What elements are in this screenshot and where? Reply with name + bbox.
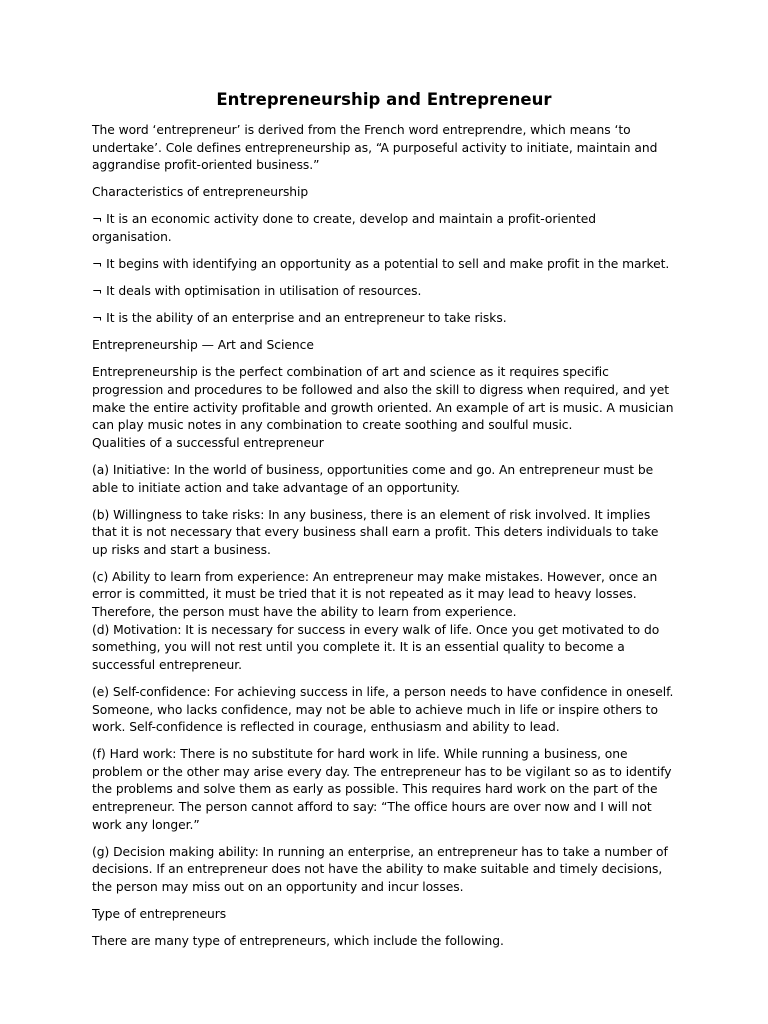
quality-self-confidence: (e) Self-confidence: For achieving success in life, a person needs to have confidence in oneself. Someone, who lacks confidence, may not be able to achieve much in life or inspire others to work. Self-confidence is reflected in courage, enthusiasm and ability to lead.	[92, 684, 674, 735]
document-title: Entrepreneurship and Entrepreneur	[216, 90, 552, 109]
bullet-optimisation: ¬ It deals with optimisation in utilisation of resources.	[92, 284, 422, 299]
bullet-risks: ¬ It is the ability of an enterprise and an entrepreneur to take risks.	[92, 311, 507, 326]
quality-initiative: (a) Initiative: In the world of business, opportunities come and go. An entrepreneur must be able to initiate action and take advantage of an opportunity.	[92, 462, 654, 495]
quality-decision-making: (g) Decision making ability: In running an enterprise, an entrepreneur has to take a number of decisions. If an entrepreneur does not have the ability to make suitable and timely decisions, the person may miss out on an opportunity and incur losses.	[92, 844, 668, 894]
quality-hard-work: (f) Hard work: There is no substitute for hard work in life. While running a business, one problem or the other may arise every day. The entrepreneur has to be vigilant so as to identify the problems and solve them as early as possible. This requires hard work on the part of the entrepreneur. The person cannot afford to say: “The office hours are over now and I will not work any longer.”	[92, 747, 672, 832]
paragraph-types-intro: There are many type of entrepreneurs, which include the following.	[92, 934, 504, 949]
heading-qualities: Qualities of a successful entrepreneur	[92, 435, 324, 450]
quality-risk-willingness: (b) Willingness to take risks: In any business, there is an element of risk involved. It implies that it is not necessary that every business shall earn a profit. This deters individuals to take up risks and start a business.	[92, 507, 659, 557]
bullet-opportunity: ¬ It begins with identifying an opportunity as a potential to sell and make profit in the market.	[92, 257, 670, 272]
paragraph-intro: The word ‘entrepreneur’ is derived from the French word entreprendre, which means ‘to undertake’. Cole defines entrepreneurship as, “A purposeful activity to initiate, maintain and aggrandise profit-oriented business.”	[92, 123, 658, 173]
heading-characteristics: Characteristics of entrepreneurship	[92, 185, 309, 200]
bullet-economic-activity: ¬ It is an economic activity done to create, develop and maintain a profit-oriented organisation.	[92, 212, 597, 244]
heading-types: Type of entrepreneurs	[92, 906, 227, 921]
quality-learning: (c) Ability to learn from experience: An entrepreneur may make mistakes. However, once an error is committed, it must be tried that it is not repeated as it may lead to heavy losses. Therefore, the person must have the ability to learn from experience.	[92, 569, 658, 620]
heading-art-science: Entrepreneurship — Art and Science	[92, 338, 314, 353]
paragraph-art-science: Entrepreneurship is the perfect combination of art and science as it requires specific progression and procedures to be followed and also the skill to digress when required, and yet make the entire activity profitable and growth oriented. An example of art is music. A musician can play music notes in any combination to create soothing and soulful music.	[92, 365, 674, 433]
quality-motivation: (d) Motivation: It is necessary for success in every walk of life. Once you get motivated to do something, you will not rest until you complete it. It is an essential quality to become a successful entrepreneur.	[92, 622, 660, 672]
